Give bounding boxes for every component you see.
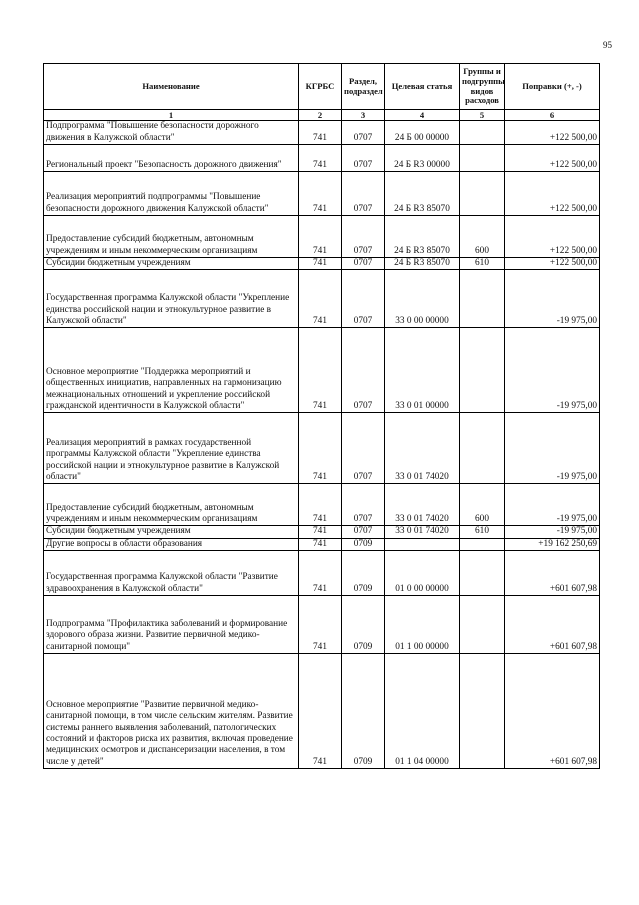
row-target: 01 1 00 00000 bbox=[385, 595, 460, 653]
page-number: 95 bbox=[603, 40, 612, 50]
row-amount: +122 500,00 bbox=[505, 145, 600, 172]
row-amount: +601 607,98 bbox=[505, 595, 600, 653]
row-name: Основное мероприятие "Развитие первичной медико-санитарной помощи, в том числе сельским жителям. Развитие системы раннего выявления заболеваний, патологических состояний и факторов риска их развития, включая проведение медицинских осмотров и диспансеризации населения, в том числе у детей" bbox=[44, 653, 299, 768]
row-section: 0709 bbox=[342, 653, 385, 768]
row-target: 24 Б R3 85070 bbox=[385, 216, 460, 258]
row-section: 0707 bbox=[342, 145, 385, 172]
row-section: 0707 bbox=[342, 328, 385, 413]
row-group bbox=[460, 270, 505, 328]
table-row bbox=[44, 595, 600, 653]
table-row bbox=[44, 172, 600, 216]
row-name: Субсидии бюджетным учреждениям bbox=[44, 258, 299, 270]
row-kgrbs: 741 bbox=[299, 413, 342, 484]
row-section: 0709 bbox=[342, 538, 385, 550]
row-kgrbs: 741 bbox=[299, 653, 342, 768]
row-amount: +601 607,98 bbox=[505, 550, 600, 595]
row-target: 33 0 01 74020 bbox=[385, 413, 460, 484]
row-section: 0707 bbox=[342, 526, 385, 538]
table-row bbox=[44, 550, 600, 595]
column-number: 6 bbox=[505, 110, 600, 121]
table-row bbox=[44, 145, 600, 172]
row-target: 33 0 00 00000 bbox=[385, 270, 460, 328]
table-row bbox=[44, 484, 600, 526]
row-name: Подпрограмма "Профилактика заболеваний и формирование здорового образа жизни. Развитие первичной медико-санитарной помощи" bbox=[44, 595, 299, 653]
table-row bbox=[44, 216, 600, 258]
row-target: 24 Б R3 85070 bbox=[385, 172, 460, 216]
table-row bbox=[44, 328, 600, 413]
row-group bbox=[460, 172, 505, 216]
table-row bbox=[44, 538, 600, 550]
row-name: Субсидии бюджетным учреждениям bbox=[44, 526, 299, 538]
row-name: Предоставление субсидий бюджетным, автономным учреждениям и иным некоммерческим организациям bbox=[44, 216, 299, 258]
row-name: Предоставление субсидий бюджетным, автономным учреждениям и иным некоммерческим организациям bbox=[44, 484, 299, 526]
column-number: 4 bbox=[385, 110, 460, 121]
row-target: 24 Б R3 00000 bbox=[385, 145, 460, 172]
row-kgrbs: 741 bbox=[299, 595, 342, 653]
row-target: 33 0 01 74020 bbox=[385, 484, 460, 526]
row-amount: +601 607,98 bbox=[505, 653, 600, 768]
row-kgrbs: 741 bbox=[299, 258, 342, 270]
row-section: 0707 bbox=[342, 413, 385, 484]
row-name: Реализация мероприятий подпрограммы "Повышение безопасности дорожного движения Калужской области" bbox=[44, 172, 299, 216]
row-section: 0707 bbox=[342, 216, 385, 258]
header-amendments: Поправки (+, -) bbox=[505, 64, 600, 110]
row-kgrbs: 741 bbox=[299, 172, 342, 216]
row-amount: -19 975,00 bbox=[505, 270, 600, 328]
column-number: 5 bbox=[460, 110, 505, 121]
row-name: Другие вопросы в области образования bbox=[44, 538, 299, 550]
row-group bbox=[460, 328, 505, 413]
row-section: 0707 bbox=[342, 121, 385, 145]
row-group: 600 bbox=[460, 484, 505, 526]
row-group bbox=[460, 595, 505, 653]
row-target: 33 0 01 00000 bbox=[385, 328, 460, 413]
row-amount: +122 500,00 bbox=[505, 172, 600, 216]
row-target: 24 Б 00 00000 bbox=[385, 121, 460, 145]
row-name: Основное мероприятие "Поддержка мероприятий и общественных инициатив, направленных на гармонизацию межнациональных отношений и укрепление российской гражданской идентичности в Калужской области" bbox=[44, 328, 299, 413]
row-name: Государственная программа Калужской области "Развитие здравоохранения в Калужской области" bbox=[44, 550, 299, 595]
row-amount: +122 500,00 bbox=[505, 258, 600, 270]
row-section: 0707 bbox=[342, 270, 385, 328]
row-group: 610 bbox=[460, 258, 505, 270]
table-row bbox=[44, 413, 600, 484]
row-target: 01 1 04 00000 bbox=[385, 653, 460, 768]
header-name: Наименование bbox=[44, 64, 299, 110]
column-number-row bbox=[44, 110, 600, 121]
row-kgrbs: 741 bbox=[299, 328, 342, 413]
row-name: Реализация мероприятий в рамках государственной программы Калужской области "Укрепление единства российской нации и этнокультурное развитие в Калужской области" bbox=[44, 413, 299, 484]
header-row bbox=[44, 64, 600, 110]
row-section: 0709 bbox=[342, 595, 385, 653]
row-kgrbs: 741 bbox=[299, 538, 342, 550]
row-amount: -19 975,00 bbox=[505, 328, 600, 413]
row-group bbox=[460, 653, 505, 768]
row-section: 0709 bbox=[342, 550, 385, 595]
row-amount: +122 500,00 bbox=[505, 121, 600, 145]
row-group: 600 bbox=[460, 216, 505, 258]
row-section: 0707 bbox=[342, 258, 385, 270]
row-group bbox=[460, 550, 505, 595]
row-name: Подпрограмма "Повышение безопасности дорожного движения в Калужской области" bbox=[44, 121, 299, 145]
row-amount: +19 162 250,69 bbox=[505, 538, 600, 550]
row-kgrbs: 741 bbox=[299, 484, 342, 526]
header-target: Целевая статья bbox=[385, 64, 460, 110]
column-number: 1 bbox=[44, 110, 299, 121]
row-kgrbs: 741 bbox=[299, 270, 342, 328]
row-name: Региональный проект "Безопасность дорожного движения" bbox=[44, 145, 299, 172]
row-target: 33 0 01 74020 bbox=[385, 526, 460, 538]
row-kgrbs: 741 bbox=[299, 121, 342, 145]
column-number: 3 bbox=[342, 110, 385, 121]
table-row bbox=[44, 653, 600, 768]
table-row bbox=[44, 121, 600, 145]
row-amount: -19 975,00 bbox=[505, 413, 600, 484]
row-name: Государственная программа Калужской области "Укрепление единства российской нации и этнокультурное развитие в Калужской области" bbox=[44, 270, 299, 328]
budget-amendments-table bbox=[43, 63, 600, 769]
row-amount: -19 975,00 bbox=[505, 526, 600, 538]
row-target bbox=[385, 538, 460, 550]
header-groups: Группы и подгруппы видов расходов bbox=[460, 64, 505, 110]
row-group bbox=[460, 145, 505, 172]
row-kgrbs: 741 bbox=[299, 550, 342, 595]
row-target: 01 0 00 00000 bbox=[385, 550, 460, 595]
row-section: 0707 bbox=[342, 484, 385, 526]
row-section: 0707 bbox=[342, 172, 385, 216]
header-kgrbs: КГРБС bbox=[299, 64, 342, 110]
row-kgrbs: 741 bbox=[299, 216, 342, 258]
row-group bbox=[460, 121, 505, 145]
row-group bbox=[460, 538, 505, 550]
table-row bbox=[44, 258, 600, 270]
row-kgrbs: 741 bbox=[299, 526, 342, 538]
row-target: 24 Б R3 85070 bbox=[385, 258, 460, 270]
row-kgrbs: 741 bbox=[299, 145, 342, 172]
header-section: Раздел, подраздел bbox=[342, 64, 385, 110]
row-amount: +122 500,00 bbox=[505, 216, 600, 258]
column-number: 2 bbox=[299, 110, 342, 121]
row-amount: -19 975,00 bbox=[505, 484, 600, 526]
table-row bbox=[44, 526, 600, 538]
row-group bbox=[460, 413, 505, 484]
row-group: 610 bbox=[460, 526, 505, 538]
table-row bbox=[44, 270, 600, 328]
